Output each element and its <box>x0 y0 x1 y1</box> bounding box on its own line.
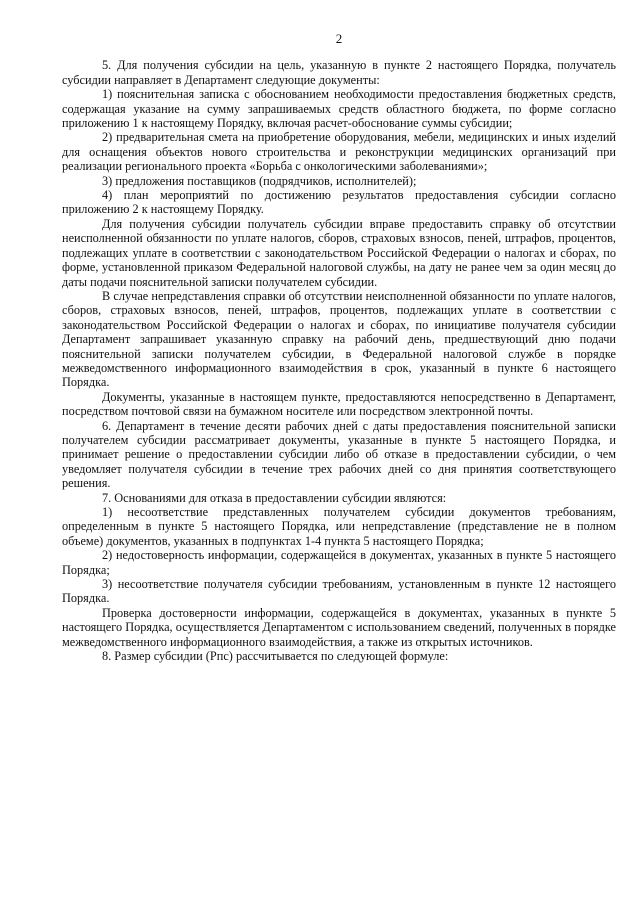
paragraph-7-refusal-grounds: 7. Основаниями для отказа в предоставлении субсидии являются: <box>102 490 447 505</box>
list-item-preliminary-estimate: 2) предварительная смета на приобретение оборудования, мебели, медицинских и иных изделий для оснащения объектов нового строительства и реконструкции медицинских организаций при реализации регионального проекта «Борьба с онкологическими заболеваниями»; <box>62 130 616 174</box>
paragraph-document-submission: Документы, указанные в настоящем пункте, предоставляются непосредственно в Департамент, посредством почтовой связи на бумажном носителе или посредством электронной почты. <box>62 389 616 419</box>
list-item-nonconformity: 1) несоответствие представленных получателем субсидии документов требованиям, определенным в пункте 5 настоящего Порядка, или непредставление (представление не в полном объеме) документов, указанных в подпунктах 1-4 пункта 5 настоящего Порядка; <box>62 505 616 548</box>
paragraph-tax-certificate: Для получения субсидии получатель субсидии вправе предоставить справку об отсутствии неисполненной обязанности по уплате налогов, сборов, страховых взносов, пеней, штрафов, процентов, подлежащих уплате в соответствии с законодательством Российской Федерации о налогах и сборах, по форме, установленной приказом Федеральной налоговой службы, на дату не ранее чем за один месяц до даты подачи пояснительной записки получателем субсидии. <box>62 216 616 289</box>
list-item-explanatory-note: 1) пояснительная записка с обоснованием необходимости предоставления бюджетных средств, содержащая указание на сумму запрашиваемых средств областного бюджета, по форме согласно приложению 1 к настоящему Порядку, включая расчет-обоснование суммы субсидии; <box>62 87 616 131</box>
paragraph-6-review: 6. Департамент в течение десяти рабочих дней с даты предоставления пояснительной записки получателем субсидии рассматривает документы, указанные в пункте 5 настоящего Порядка, и принимает решение о предоставлении субсидии либо об отказе в предоставлении субсидии, о чем уведомляет получателя субсидии в течение трех рабочих дней со дня принятия соответствующего решения. <box>62 418 616 491</box>
page-number: 2 <box>335 31 343 46</box>
paragraph-5-intro: 5. Для получения субсидии на цель, указанную в пункте 2 настоящего Порядка, получатель субсидии направляет в Департамент следующие документы: <box>62 58 616 87</box>
paragraph-8-formula: 8. Размер субсидии (Рпс) рассчитывается по следующей формуле: <box>102 649 449 664</box>
paragraph-certificate-request: В случае непредставления справки об отсутствии неисполненной обязанности по уплате налогов, сборов, страховых взносов, пеней, штрафов, процентов, подлежащих уплате в соответствии с законодательством Российской Федерации о налогах и сборах, по инициативе получателя субсидии Департамент запрашивает указанную справку на рабочий день, предшествующий дню подачи пояснительной записки получателем субсидии, в Федеральной налоговой службе в порядке межведомственного информационного взаимодействия в срок, указанный в пункте 6 настоящего Порядка. <box>62 288 616 390</box>
list-item-supplier-offers: 3) предложения поставщиков (подрядчиков, исполнителей); <box>102 173 417 188</box>
list-item-action-plan: 4) план мероприятий по достижению результатов предоставления субсидии согласно приложению 2 к настоящему Порядку. <box>62 188 616 217</box>
paragraph-verification: Проверка достоверности информации, содержащейся в документах, указанных в пункте 5 настоящего Порядка, осуществляется Департаментом с использованием сведений, полученных в порядке межведомственного информационного взаимодействия, а также из открытых источников. <box>62 605 616 649</box>
list-item-recipient-requirements: 3) несоответствие получателя субсидии требованиям, установленным в пункте 12 настоящего Порядка. <box>62 577 616 606</box>
list-item-inaccuracy: 2) недостоверность информации, содержащейся в документах, указанных в пункте 5 настоящего Порядка; <box>62 548 616 577</box>
